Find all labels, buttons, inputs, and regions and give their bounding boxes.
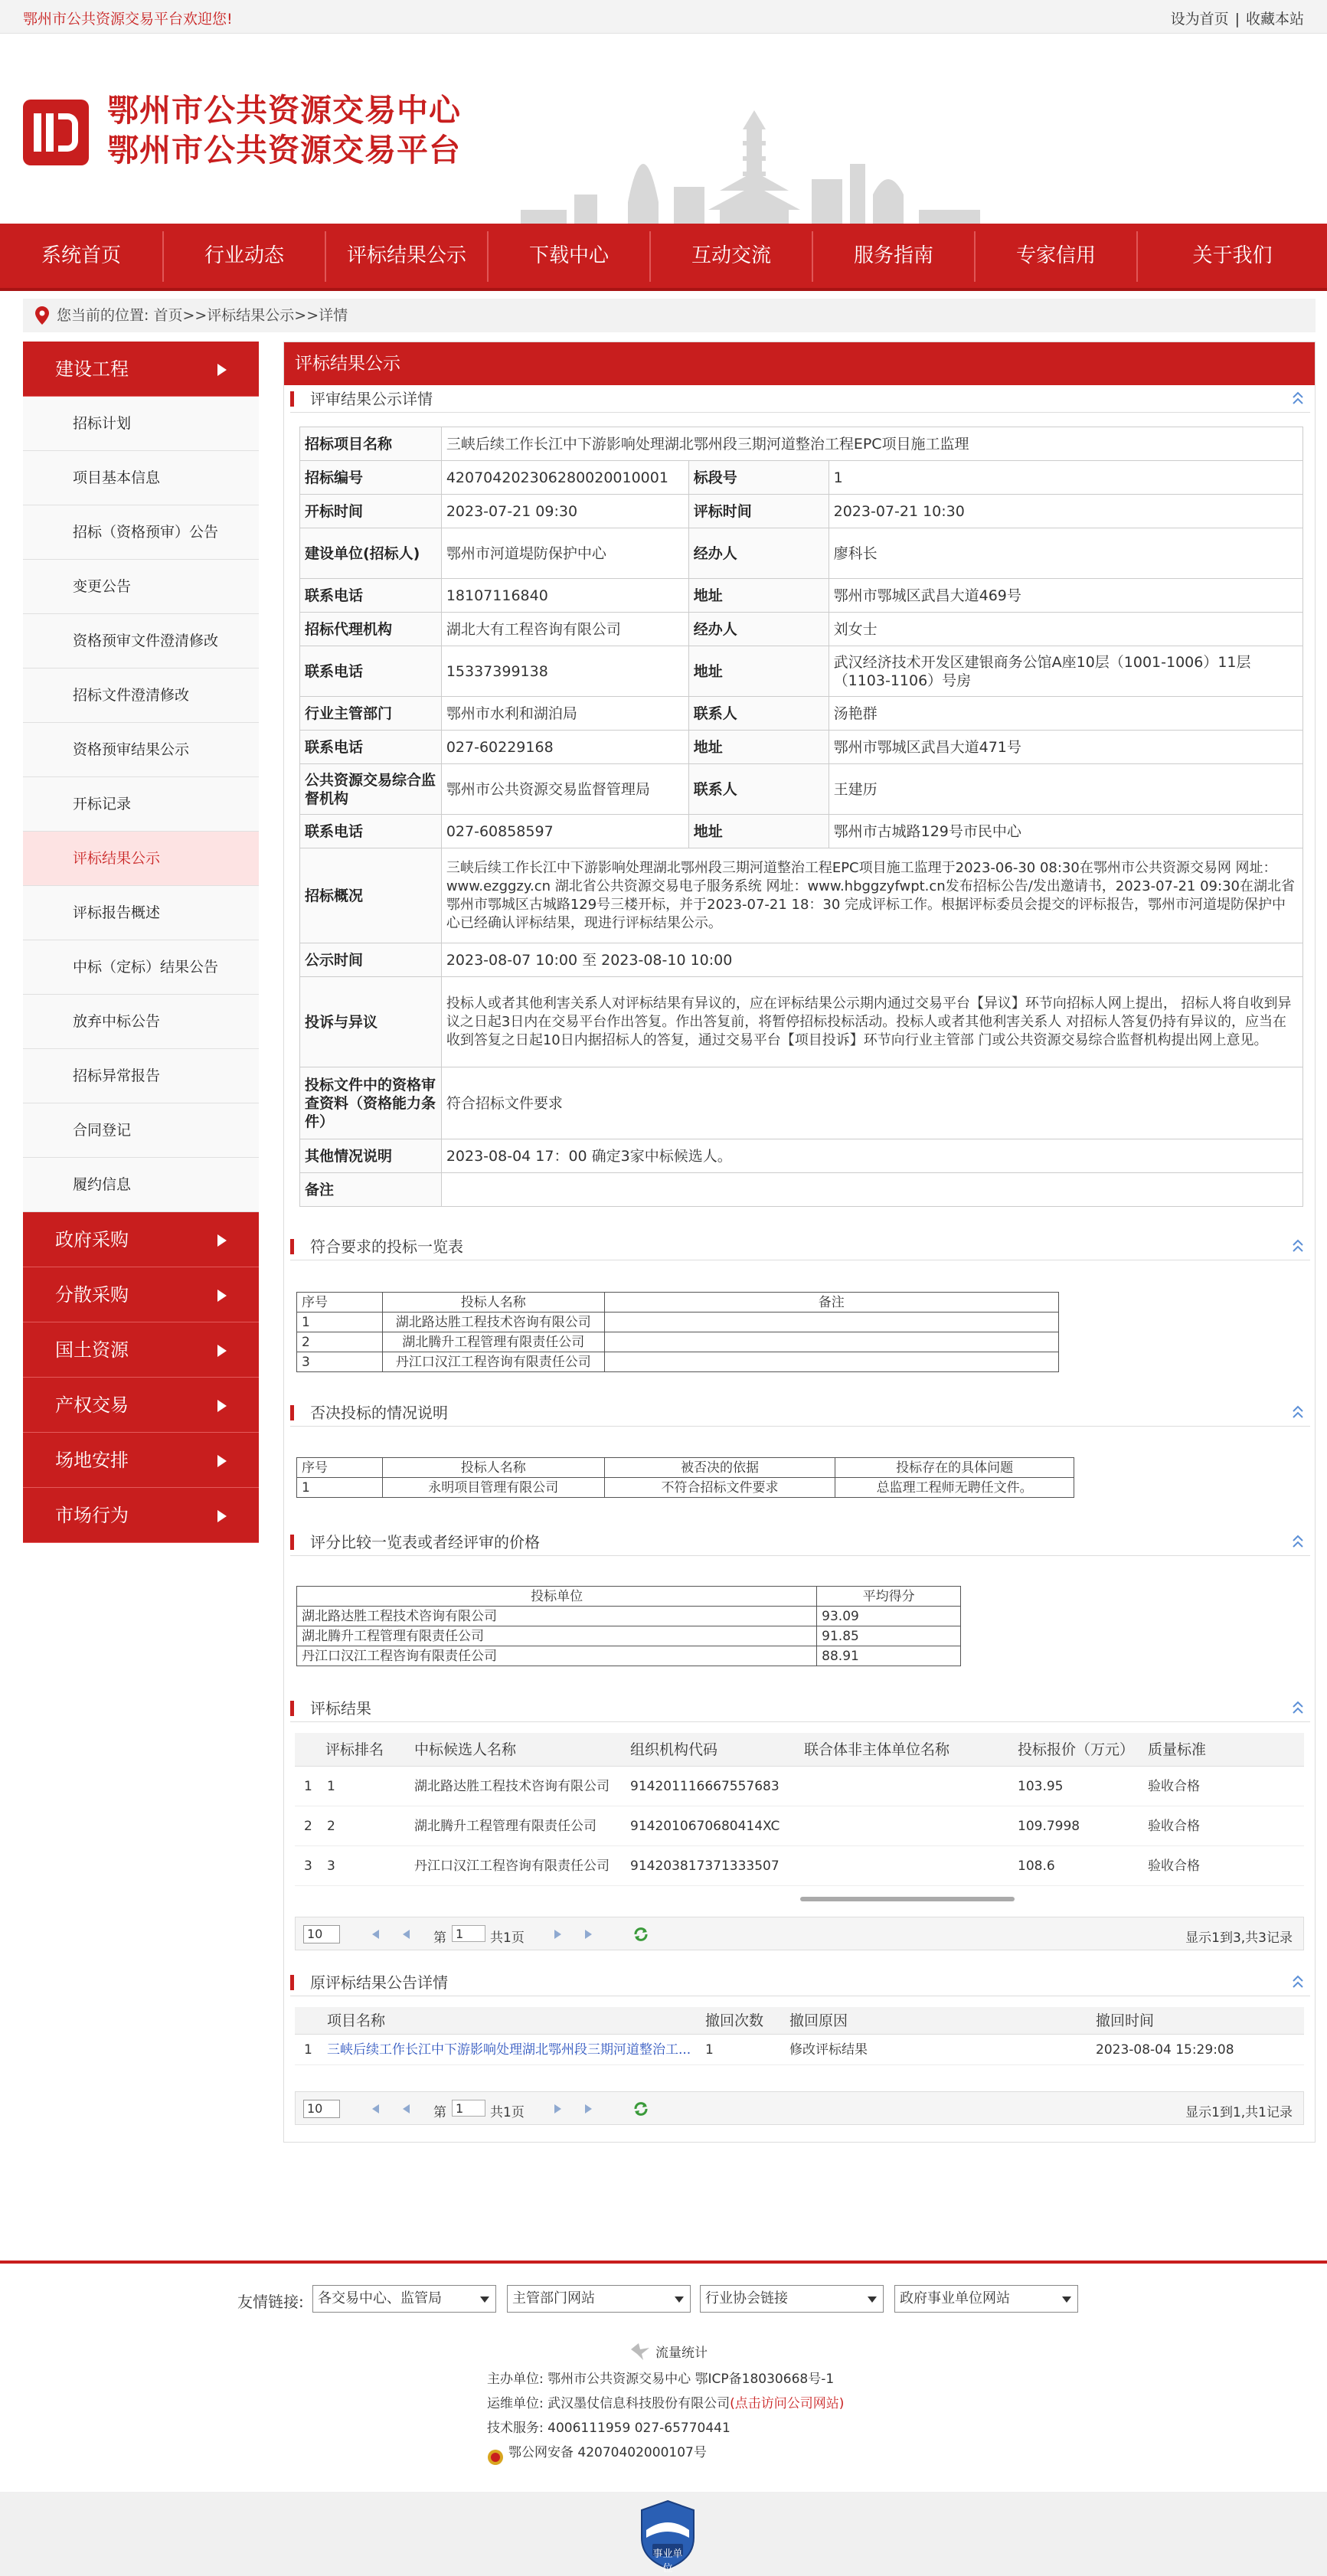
footer-divider (0, 2261, 1327, 2264)
chevron-down-icon (675, 2296, 684, 2303)
table-row: 丹江口汉江工程咨询有限责任公司 88.91 (297, 1646, 961, 1666)
top-bar (0, 0, 1327, 34)
table-row[interactable]: 2 2 湖北腾升工程管理有限责任公司 914201067068041​4XC 109.7998 验收合格 (295, 1806, 1304, 1846)
first-page-icon[interactable] (372, 1930, 379, 1939)
agent-label: 招标代理机构 (300, 613, 442, 646)
sidebar-item-eval-report[interactable]: 评标报告概述 (23, 886, 259, 940)
address-value: 鄂州市鄂城区武昌大道471号 (829, 731, 1302, 764)
stats-icon (629, 2342, 651, 2360)
first-page-icon[interactable] (372, 2104, 379, 2113)
chevron-down-icon (868, 2296, 877, 2303)
col-header: 撤回原因 (789, 2012, 848, 2029)
friend-select-centers[interactable]: 各交易中心、监管局 (312, 2285, 496, 2313)
page-title: 评标结果公示 (284, 342, 1315, 385)
overview-value: 三峡后续工作长江中下游影响处理湖北鄂州段三期河道整治工程EPC项目施工监理于2023-06-30 08:30在鄂州市公共资源交易网 网址：www.ezggzy.cn 湖北省公共资源交易电子服务系统 网址：www.hbggzyfwpt.cn发布招标公告/发出邀请书，2023-07-21 09:30在湖北省鄂州市鄂城区古城路129号三楼开标，并于2023-07-21 18：30 完成评标工作。根据评标委员会提交的评标报告，鄂州市河道堤防保护中心已经确认评标结果，现进行评标结果公示。 (441, 848, 1302, 943)
sidebar-item-abandon-notice[interactable]: 放弃中标公告 (23, 995, 259, 1049)
phone-label: 联系电话 (300, 646, 442, 697)
supervisor-label: 公共资源交易综合监督机构 (300, 764, 442, 815)
top-links (1171, 8, 1304, 28)
table-row: 2 湖北腾升工程管理有限责任公司 (297, 1332, 1059, 1352)
remark-label: 备注 (300, 1173, 442, 1207)
arrow-right-icon (217, 1510, 227, 1522)
open-time-value: 2023-07-21 09:30 (441, 495, 688, 528)
table-row[interactable]: 1 1 湖北路达胜工程技术咨询有限公司 914201116667557683 103.95 验收合格 (295, 1767, 1304, 1806)
handler-value: 廖科长 (829, 528, 1302, 579)
page-size-select[interactable]: 10 (303, 2100, 340, 2118)
nav-eval-results[interactable]: 评标结果公示 (346, 244, 466, 267)
supervisor-value: 鄂州市公共资源交易监督管理局 (441, 764, 688, 815)
sidebar-decentralized-procurement[interactable]: 分散采购 (23, 1267, 259, 1322)
police-badge-icon (487, 2449, 504, 2466)
details-table (299, 427, 1303, 1207)
sidebar-item-project-info[interactable]: 项目基本信息 (23, 451, 259, 505)
prev-page-icon[interactable] (403, 2104, 410, 2113)
arrow-right-icon (217, 1290, 227, 1302)
results-pager: 10 第 1 共1页 显示1到3,共3记录 (295, 1917, 1304, 1950)
grid-header (295, 2007, 1304, 2035)
friends-label: 友情链接: (237, 2293, 304, 2311)
history-project-link[interactable]: 三峡后续工作长江中下游影响处理湖北鄂州段三期河道整治工... (327, 2042, 691, 2058)
complaint-value: 投标人或者其他利害关系人对评标结果有异议的，应在评标结果公示期内通过交易平台【异议】环节向招标人网上提出， 招标人将自收到异议之日起3日内在交易平台作出答复。作出答复前，将暂停招标投标活动。投标人或者其他利害关系人 对招标人答复仍持有异议的，应当在收到答复之日起10日内据招标人的答复，通过交易平台【项目投诉】环节向行业主管部 门或公共资源交易综合监督机构提出网上意见。 (441, 977, 1302, 1067)
col-header: 投标人名称 (382, 1293, 604, 1313)
address-label: 地址 (688, 579, 829, 613)
table-row[interactable]: 1 三峡后续工作长江中下游影响处理湖北鄂州段三期河道整治工... 1 修改评标结果 2023-08-04 15:29:08 (295, 2035, 1304, 2065)
phone-label: 联系电话 (300, 815, 442, 848)
lot-value: 1 (829, 461, 1302, 495)
sidebar-item-opening-record[interactable]: 开标记录 (23, 777, 259, 832)
arrow-right-icon (217, 1345, 227, 1357)
other-value: 2023-08-04 17：00 确定3家中标候选人。 (441, 1139, 1302, 1173)
section-header-bidders[interactable]: 符合要求的投标一览表 (290, 1233, 1310, 1260)
contact-value: 王建历 (829, 764, 1302, 815)
site-header (0, 34, 1327, 224)
section-header-history[interactable]: 原评标结果公告详情 (290, 1969, 1310, 1996)
sidebar-venue-booking[interactable]: 场地安排 (23, 1433, 259, 1488)
sidebar-item-anomaly-report[interactable]: 招标异常报告 (23, 1049, 259, 1103)
city-skyline-image (490, 95, 1026, 224)
arrow-right-icon (217, 364, 227, 376)
scores-table (296, 1586, 961, 1666)
phone-value: 18107116840 (441, 579, 688, 613)
refresh-icon[interactable] (632, 1927, 649, 1942)
results-grid (295, 1733, 1304, 1886)
section-header-rejected[interactable]: 否决投标的情况说明 (290, 1399, 1310, 1427)
col-header: 投标人名称 (382, 1458, 604, 1478)
col-header: 评标排名 (325, 1741, 384, 1758)
last-page-icon[interactable] (585, 2104, 592, 2113)
police-record[interactable]: 鄂公网安备 42070402000107号 (508, 2445, 707, 2460)
handler-label: 经办人 (688, 613, 829, 646)
col-header: 被否决的依据 (604, 1458, 835, 1478)
col-header: 序号 (297, 1458, 383, 1478)
overview-label: 招标概况 (300, 848, 442, 943)
period-label: 公示时间 (300, 943, 442, 977)
address-label: 地址 (688, 731, 829, 764)
table-row: 3 丹江口汉江工程咨询有限责任公司 (297, 1352, 1059, 1372)
address-value: 鄂州市鄂城区武昌大道469号 (829, 579, 1302, 613)
table-row: 1 湖北路达胜工程技术咨询有限公司 (297, 1313, 1059, 1332)
page-input[interactable]: 1 (452, 1925, 485, 1942)
site-title-line1: 鄂州市公共资源交易中心 (107, 92, 461, 129)
dept-value: 鄂州市水利和湖泊局 (441, 697, 688, 731)
open-time-label: 开标时间 (300, 495, 442, 528)
phone-label: 联系电话 (300, 731, 442, 764)
agent-value: 湖北大有工程咨询有限公司 (441, 613, 688, 646)
col-header: 投标报价（万元） (1018, 1741, 1135, 1758)
nav-service-guide[interactable]: 服务指南 (853, 244, 933, 267)
lot-label: 标段号 (688, 461, 829, 495)
contact-label: 联系人 (688, 764, 829, 815)
col-header: 质量标准 (1148, 1741, 1207, 1758)
tech-info: 技术服务: 4006111959 027-65770441 (487, 2421, 731, 2436)
phone-label: 联系电话 (300, 579, 442, 613)
section-header-details[interactable]: 评审结果公示详情 (290, 385, 1310, 413)
collapse-up-icon[interactable] (1292, 1239, 1304, 1253)
collapse-up-icon[interactable] (1292, 1535, 1304, 1548)
phone-value: 027-60858597 (441, 815, 688, 848)
handler-value: 刘女士 (829, 613, 1302, 646)
other-label: 其他情况说明 (300, 1139, 442, 1173)
horizontal-scrollbar[interactable] (800, 1897, 1015, 1901)
history-grid (295, 2007, 1304, 2065)
sidebar-item-contract-register[interactable]: 合同登记 (23, 1103, 259, 1158)
chevron-down-icon (480, 2296, 489, 2303)
refresh-icon[interactable] (632, 2101, 649, 2117)
sidebar-construction[interactable]: 建设工程 (23, 342, 259, 397)
sidebar-item-performance[interactable]: 履约信息 (23, 1158, 259, 1212)
collapse-up-icon[interactable] (1292, 391, 1304, 405)
next-page-icon[interactable] (554, 1930, 561, 1939)
friend-select-associations[interactable]: 行业协会链接 (700, 2285, 884, 2313)
collapse-up-icon[interactable] (1292, 1405, 1304, 1419)
main-content (283, 342, 1316, 2143)
eval-time-label: 评标时间 (688, 495, 829, 528)
sidebar-market-behavior[interactable]: 市场行为 (23, 1488, 259, 1543)
sidebar-item-bid-notice[interactable]: 招标（资格预审）公告 (23, 505, 259, 560)
section-header-results[interactable]: 评标结果 (290, 1695, 1310, 1722)
owner-label: 建设单位(招标人) (300, 528, 442, 579)
location-pin-icon (35, 306, 49, 325)
host-info: 主办单位: 鄂州市公共资源交易中心 鄂ICP备18030668号-1 (487, 2372, 835, 2387)
grid-header (295, 1733, 1304, 1767)
eval-time-value: 2023-07-21 10:30 (829, 495, 1302, 528)
page-size-select[interactable]: 10 (303, 1925, 340, 1943)
nav-home[interactable]: 系统首页 (41, 244, 121, 267)
col-header: 中标候选人名称 (414, 1741, 517, 1758)
qualification-label: 投标文件中的资格审查资料（资格能力条件） (300, 1067, 442, 1139)
sidebar-item-prequal-clarify[interactable]: 资格预审文件澄清修改 (23, 614, 259, 669)
period-value: 2023-08-07 10:00 至 2023-08-10 10:00 (441, 943, 1302, 977)
collapse-up-icon[interactable] (1292, 1701, 1304, 1715)
phone-value: 15337399138 (441, 646, 688, 697)
address-label: 地址 (688, 815, 829, 848)
site-title-line2: 鄂州市公共资源交易平台 (107, 132, 461, 168)
sidebar-item-eval-results[interactable]: 评标结果公示 (23, 832, 259, 886)
col-header: 组织机构代码 (630, 1741, 718, 1758)
friend-select-departments[interactable]: 主管部门网站 (507, 2285, 691, 2313)
arrow-right-icon (217, 1400, 227, 1412)
set-home-link[interactable]: 设为首页 (1170, 11, 1229, 28)
col-header: 撤回次数 (705, 2012, 764, 2029)
collapse-up-icon[interactable] (1292, 1975, 1304, 1989)
qualification-value: 符合招标文件要求 (441, 1067, 1302, 1139)
sidebar-property-trading[interactable]: 产权交易 (23, 1378, 259, 1433)
breadcrumb-text: 您当前的位置: 首页>>评标结果公示>>详情 (57, 307, 348, 324)
site-title (107, 90, 461, 170)
owner-value: 鄂州市河道堤防保护中心 (441, 528, 688, 579)
site-logo[interactable] (23, 100, 89, 165)
sidebar-item-bid-plan[interactable]: 招标计划 (23, 397, 259, 451)
footer-bottom (0, 2492, 1327, 2576)
history-pager: 10 第 1 共1页 显示1到1,共1记录 (295, 2091, 1304, 2125)
next-page-icon[interactable] (554, 2104, 561, 2113)
friend-links (0, 2280, 1327, 2319)
stats-link[interactable]: 流量统计 (655, 2346, 708, 2361)
nav-news[interactable]: 行业动态 (204, 244, 284, 267)
arrow-right-icon (217, 1455, 227, 1467)
prev-page-icon[interactable] (403, 1930, 410, 1939)
address-label: 地址 (688, 646, 829, 697)
col-header: 平均得分 (817, 1587, 961, 1607)
col-header: 撤回时间 (1096, 2012, 1155, 2029)
nav-expert-credit[interactable]: 专家信用 (1015, 244, 1096, 267)
complaint-label: 投诉与异议 (300, 977, 442, 1067)
table-row: 1 永明项目管理有限公司 不符合招标文件要求 总监理工程师无聘任文件。 (297, 1478, 1074, 1498)
arrow-right-icon (217, 1234, 227, 1247)
rejected-table (296, 1457, 1074, 1498)
sidebar-gov-procurement[interactable]: 政府采购 (23, 1212, 259, 1267)
remark-value (441, 1173, 1302, 1207)
section-header-scores[interactable]: 评分比较一览表或者经评审的价格 (290, 1528, 1310, 1556)
sidebar (23, 342, 259, 1543)
nav-about[interactable]: 关于我们 (1192, 244, 1273, 267)
contact-value: 汤艳群 (829, 697, 1302, 731)
phone-value: 027-60229168 (441, 731, 688, 764)
project-name-label: 招标项目名称 (300, 427, 442, 461)
table-row: 湖北路达胜工程技术咨询有限公司 93.09 (297, 1607, 961, 1626)
page-input[interactable]: 1 (452, 2100, 485, 2117)
col-header: 项目名称 (327, 2012, 386, 2029)
col-header: 序号 (297, 1293, 383, 1313)
ops-company-link[interactable]: (点击访问公司网站) (730, 2396, 845, 2411)
table-row[interactable]: 3 3 丹江口汉江工程咨询有限责任公司 914203817371333507 108.6 验收合格 (295, 1846, 1304, 1886)
nav-downloads[interactable]: 下载中心 (528, 244, 609, 267)
address-value: 武汉经济技术开发区建银商务公馆A座10层（1001-1006）11层（1103-1106）号房 (829, 646, 1302, 697)
dept-label: 行业主管部门 (300, 697, 442, 731)
sidebar-land-resources[interactable]: 国土资源 (23, 1322, 259, 1378)
pager-info: 显示1到3,共3记录 (1185, 1930, 1293, 1946)
main-nav (0, 224, 1327, 291)
pager-info: 显示1到1,共1记录 (1185, 2105, 1293, 2120)
chevron-down-icon (1062, 2296, 1071, 2303)
col-header: 投标存在的具体问题 (835, 1458, 1074, 1478)
divider: | (1234, 11, 1240, 28)
friend-select-institutions[interactable]: 政府事业单位网站 (894, 2285, 1078, 2313)
project-name-value: 三峡后续工作长江中下游影响处理湖北鄂州段三期河道整治工程EPC项目施工监理 (441, 427, 1302, 461)
col-header: 备注 (604, 1293, 1058, 1313)
sidebar-item-change-notice[interactable]: 变更公告 (23, 560, 259, 614)
address-value: 鄂州市古城路129号市民中心 (829, 815, 1302, 848)
last-page-icon[interactable] (585, 1930, 592, 1939)
handler-label: 经办人 (688, 528, 829, 579)
sidebar-item-award-notice[interactable]: 中标（定标）结果公告 (23, 940, 259, 995)
code-value: 420704202306280020010001 (441, 461, 688, 495)
sidebar-item-tender-clarify[interactable]: 招标文件澄清修改 (23, 669, 259, 723)
ops-info: 运维单位: 武汉墨仗信息科技股份有限公司(点击访问公司网站) (487, 2396, 845, 2411)
col-header: 投标单位 (297, 1587, 817, 1607)
bidders-table (296, 1292, 1059, 1372)
favorite-link[interactable]: 收藏本站 (1245, 11, 1304, 28)
sidebar-item-prequal-result[interactable]: 资格预审结果公示 (23, 723, 259, 777)
col-header: 联合体非主体单位名称 (804, 1741, 950, 1758)
nav-interaction[interactable]: 互动交流 (691, 244, 771, 267)
contact-label: 联系人 (688, 697, 829, 731)
table-row: 湖北腾升工程管理有限责任公司 91.85 (297, 1626, 961, 1646)
badge-text: 事业单位 (652, 2548, 683, 2574)
breadcrumb (23, 299, 1316, 332)
welcome-text: 鄂州市公共资源交易平台欢迎您! (23, 11, 233, 28)
code-label: 招标编号 (300, 461, 442, 495)
